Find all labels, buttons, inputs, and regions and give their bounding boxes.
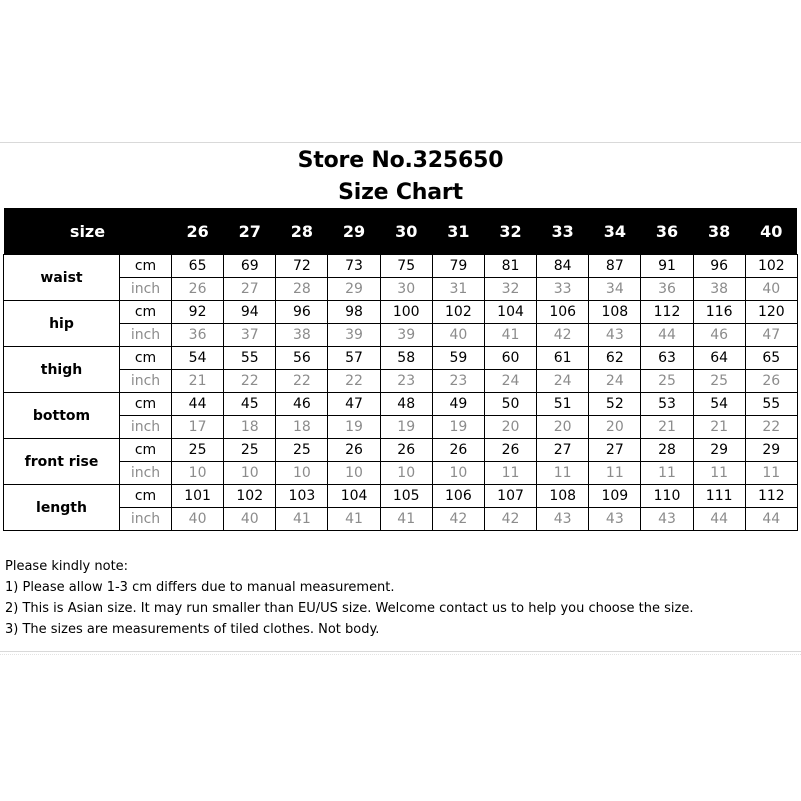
measurement-value: 61 <box>537 347 589 370</box>
measurement-value: 50 <box>484 393 536 416</box>
measurement-value: 10 <box>224 462 276 485</box>
measurement-value: 47 <box>328 393 380 416</box>
measurement-value: 42 <box>432 508 484 531</box>
measurement-value: 26 <box>328 439 380 462</box>
measurement-value: 44 <box>172 393 224 416</box>
measurement-value: 38 <box>693 278 745 301</box>
size-column-header: 36 <box>641 208 693 255</box>
measurement-value: 29 <box>745 439 797 462</box>
measurement-value: 102 <box>224 485 276 508</box>
measurement-value: 32 <box>484 278 536 301</box>
measurement-value: 96 <box>276 301 328 324</box>
measurement-value: 120 <box>745 301 797 324</box>
size-column-header: 33 <box>537 208 589 255</box>
measurement-value: 43 <box>589 508 641 531</box>
measurement-value: 26 <box>432 439 484 462</box>
measurement-value: 47 <box>745 324 797 347</box>
notes-heading: Please kindly note: <box>5 559 129 574</box>
size-column-header: 27 <box>224 208 276 255</box>
header-row <box>4 208 798 255</box>
measurement-value: 37 <box>224 324 276 347</box>
measurement-value: 27 <box>224 278 276 301</box>
measurement-value: 40 <box>224 508 276 531</box>
measurement-value: 19 <box>328 416 380 439</box>
divider <box>0 654 801 656</box>
unit-label: cm <box>120 301 172 324</box>
measurement-value: 25 <box>693 370 745 393</box>
measurement-value: 103 <box>276 485 328 508</box>
measurement-value: 19 <box>432 416 484 439</box>
measurement-name: waist <box>4 255 120 301</box>
unit-label: inch <box>120 416 172 439</box>
measurement-value: 27 <box>537 439 589 462</box>
measurement-value: 73 <box>328 255 380 278</box>
table-row <box>4 370 798 393</box>
measurement-value: 26 <box>172 278 224 301</box>
note-item: 1) Please allow 1-3 cm differs due to manual measurement. <box>5 580 395 595</box>
measurement-value: 29 <box>328 278 380 301</box>
measurement-name: length <box>4 485 120 531</box>
measurement-value: 43 <box>589 324 641 347</box>
measurement-value: 34 <box>589 278 641 301</box>
size-column-header: 40 <box>745 208 797 255</box>
table-row <box>4 255 798 278</box>
measurement-value: 28 <box>276 278 328 301</box>
measurement-value: 19 <box>380 416 432 439</box>
measurement-value: 18 <box>224 416 276 439</box>
measurement-value: 104 <box>484 301 536 324</box>
measurement-value: 81 <box>484 255 536 278</box>
measurement-value: 21 <box>641 416 693 439</box>
measurement-value: 21 <box>172 370 224 393</box>
table-row <box>4 278 798 301</box>
unit-label: inch <box>120 508 172 531</box>
measurement-value: 10 <box>380 462 432 485</box>
measurement-name: hip <box>4 301 120 347</box>
measurement-value: 109 <box>589 485 641 508</box>
measurement-value: 42 <box>537 324 589 347</box>
unit-label: cm <box>120 485 172 508</box>
measurement-value: 54 <box>172 347 224 370</box>
measurement-value: 107 <box>484 485 536 508</box>
measurement-name: front rise <box>4 439 120 485</box>
measurement-value: 49 <box>432 393 484 416</box>
measurement-name: bottom <box>4 393 120 439</box>
chart-title: Size Chart <box>338 180 463 205</box>
measurement-value: 20 <box>589 416 641 439</box>
measurement-value: 11 <box>484 462 536 485</box>
unit-label: cm <box>120 393 172 416</box>
measurement-value: 58 <box>380 347 432 370</box>
measurement-value: 11 <box>589 462 641 485</box>
measurement-value: 102 <box>432 301 484 324</box>
measurement-value: 91 <box>641 255 693 278</box>
size-column-header: 26 <box>172 208 224 255</box>
measurement-value: 22 <box>224 370 276 393</box>
measurement-value: 39 <box>328 324 380 347</box>
measurement-value: 28 <box>641 439 693 462</box>
size-column-header: 30 <box>380 208 432 255</box>
measurement-value: 40 <box>172 508 224 531</box>
measurement-value: 64 <box>693 347 745 370</box>
measurement-value: 17 <box>172 416 224 439</box>
table-row <box>4 301 798 324</box>
size-column-header: 32 <box>484 208 536 255</box>
measurement-value: 42 <box>484 508 536 531</box>
measurement-value: 112 <box>641 301 693 324</box>
measurement-value: 22 <box>328 370 380 393</box>
measurement-value: 26 <box>484 439 536 462</box>
measurement-value: 75 <box>380 255 432 278</box>
measurement-value: 100 <box>380 301 432 324</box>
measurement-value: 111 <box>693 485 745 508</box>
measurement-value: 38 <box>276 324 328 347</box>
unit-label: inch <box>120 370 172 393</box>
measurement-value: 48 <box>380 393 432 416</box>
measurement-value: 24 <box>537 370 589 393</box>
measurement-value: 65 <box>745 347 797 370</box>
measurement-value: 29 <box>693 439 745 462</box>
measurement-value: 39 <box>380 324 432 347</box>
size-column-header: 38 <box>693 208 745 255</box>
measurement-value: 94 <box>224 301 276 324</box>
measurement-value: 69 <box>224 255 276 278</box>
measurement-value: 41 <box>276 508 328 531</box>
measurement-value: 52 <box>589 393 641 416</box>
measurement-value: 22 <box>276 370 328 393</box>
store-title: Store No.325650 <box>297 148 504 173</box>
measurement-value: 44 <box>745 508 797 531</box>
unit-label: cm <box>120 347 172 370</box>
measurement-value: 30 <box>380 278 432 301</box>
size-header: size <box>4 208 172 255</box>
measurement-value: 104 <box>328 485 380 508</box>
table-row <box>4 393 798 416</box>
measurement-value: 60 <box>484 347 536 370</box>
unit-label: inch <box>120 324 172 347</box>
measurement-value: 101 <box>172 485 224 508</box>
table-row <box>4 324 798 347</box>
measurement-value: 53 <box>641 393 693 416</box>
measurement-value: 57 <box>328 347 380 370</box>
unit-label: cm <box>120 439 172 462</box>
size-column-header: 29 <box>328 208 380 255</box>
measurement-value: 55 <box>745 393 797 416</box>
measurement-value: 24 <box>589 370 641 393</box>
measurement-value: 25 <box>641 370 693 393</box>
measurement-value: 21 <box>693 416 745 439</box>
measurement-value: 23 <box>380 370 432 393</box>
measurement-value: 72 <box>276 255 328 278</box>
table-row <box>4 485 798 508</box>
measurement-value: 116 <box>693 301 745 324</box>
measurement-value: 33 <box>537 278 589 301</box>
measurement-value: 27 <box>589 439 641 462</box>
measurement-value: 44 <box>693 508 745 531</box>
measurement-value: 23 <box>432 370 484 393</box>
measurement-value: 43 <box>537 508 589 531</box>
measurement-value: 110 <box>641 485 693 508</box>
measurement-value: 106 <box>432 485 484 508</box>
measurement-value: 96 <box>693 255 745 278</box>
measurement-value: 10 <box>432 462 484 485</box>
measurement-value: 11 <box>745 462 797 485</box>
measurement-value: 45 <box>224 393 276 416</box>
measurement-value: 41 <box>328 508 380 531</box>
measurement-value: 11 <box>641 462 693 485</box>
measurement-value: 11 <box>693 462 745 485</box>
measurement-value: 59 <box>432 347 484 370</box>
measurement-value: 79 <box>432 255 484 278</box>
table-row <box>4 416 798 439</box>
measurement-name: thigh <box>4 347 120 393</box>
table-row <box>4 347 798 370</box>
measurement-value: 46 <box>276 393 328 416</box>
measurement-value: 46 <box>693 324 745 347</box>
measurement-value: 65 <box>172 255 224 278</box>
measurement-value: 55 <box>224 347 276 370</box>
measurement-value: 92 <box>172 301 224 324</box>
unit-label: cm <box>120 255 172 278</box>
measurement-value: 41 <box>380 508 432 531</box>
table-row <box>4 508 798 531</box>
measurement-value: 108 <box>589 301 641 324</box>
measurement-value: 11 <box>537 462 589 485</box>
measurement-value: 31 <box>432 278 484 301</box>
measurement-value: 20 <box>484 416 536 439</box>
measurement-value: 10 <box>172 462 224 485</box>
measurement-value: 10 <box>328 462 380 485</box>
measurement-value: 18 <box>276 416 328 439</box>
measurement-value: 25 <box>224 439 276 462</box>
measurement-value: 56 <box>276 347 328 370</box>
measurement-value: 10 <box>276 462 328 485</box>
measurement-value: 25 <box>172 439 224 462</box>
measurement-value: 36 <box>641 278 693 301</box>
measurement-value: 84 <box>537 255 589 278</box>
measurement-value: 87 <box>589 255 641 278</box>
measurement-value: 26 <box>380 439 432 462</box>
measurement-value: 62 <box>589 347 641 370</box>
table-row <box>4 439 798 462</box>
measurement-value: 43 <box>641 508 693 531</box>
measurement-value: 54 <box>693 393 745 416</box>
measurement-value: 106 <box>537 301 589 324</box>
measurement-value: 36 <box>172 324 224 347</box>
unit-label: inch <box>120 278 172 301</box>
measurement-value: 41 <box>484 324 536 347</box>
measurement-value: 105 <box>380 485 432 508</box>
note-item: 2) This is Asian size. It may run smaller than EU/US size. Welcome contact us to help you choose the size. <box>5 601 694 616</box>
measurement-value: 22 <box>745 416 797 439</box>
measurement-value: 102 <box>745 255 797 278</box>
table-row <box>4 462 798 485</box>
size-chart-table <box>3 208 798 531</box>
size-column-header: 34 <box>589 208 641 255</box>
measurement-value: 25 <box>276 439 328 462</box>
measurement-value: 40 <box>745 278 797 301</box>
notes <box>5 556 795 640</box>
measurement-value: 40 <box>432 324 484 347</box>
size-column-header: 31 <box>432 208 484 255</box>
measurement-value: 112 <box>745 485 797 508</box>
measurement-value: 98 <box>328 301 380 324</box>
measurement-value: 63 <box>641 347 693 370</box>
measurement-value: 24 <box>484 370 536 393</box>
measurement-value: 51 <box>537 393 589 416</box>
note-item: 3) The sizes are measurements of tiled clothes. Not body. <box>5 622 380 637</box>
measurement-value: 20 <box>537 416 589 439</box>
measurement-value: 44 <box>641 324 693 347</box>
unit-label: inch <box>120 462 172 485</box>
measurement-value: 108 <box>537 485 589 508</box>
measurement-value: 26 <box>745 370 797 393</box>
size-column-header: 28 <box>276 208 328 255</box>
